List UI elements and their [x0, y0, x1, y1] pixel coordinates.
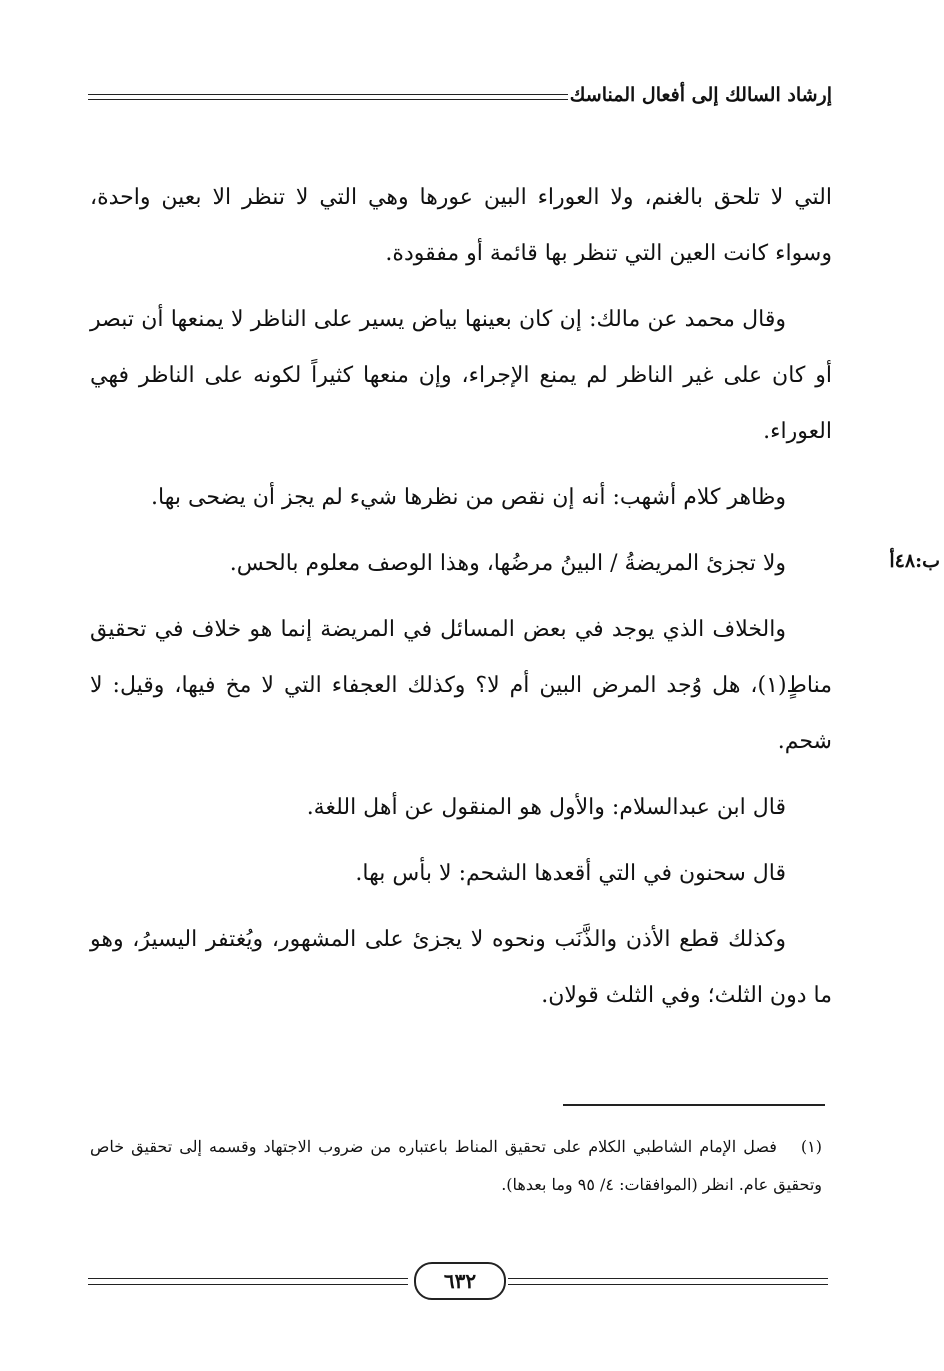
header-rule [88, 94, 568, 95]
header-title: إرشاد السالك إلى أفعال المناسك [569, 84, 832, 106]
footer-rule [508, 1284, 828, 1285]
footer-rule [508, 1278, 828, 1279]
footnote-text: فصل الإمام الشاطبي الكلام على تحقيق المناط باعتباره من ضروب الاجتهاد وقسمه إلى تحقيق خاص وتحقيق عام. انظر (الموافقات: ٤/ ٩٥ وما بعدها). [90, 1137, 822, 1194]
paragraph: وظاهر كلام أشهب: أنه إن نقص من نظرها شيء لم يجز أن يضحى بها. [151, 485, 786, 510]
page-footer [88, 1260, 828, 1310]
main-text [90, 170, 832, 1034]
paragraph: وقال محمد عن مالك: إن كان بعينها بياض يسير على الناظر لا يمنعها أن تبصر أو كان على غير الناظر لم يمنع الإجراء، وإن منعها كثيراً لكونه على الناظر فهي العوراء. [90, 307, 832, 444]
footer-rule [88, 1284, 408, 1285]
paragraph: وكذلك قطع الأذن والذَّنَب ونحوه لا يجزئ على المشهور، ويُغتفر اليسيرُ، وهو ما دون الثلث؛ وفي الثلث قولان. [90, 927, 832, 1008]
running-header [88, 84, 832, 118]
footer-rule [88, 1278, 408, 1279]
paragraph: قال سحنون في التي أقعدها الشحم: لا بأس بها. [355, 861, 786, 886]
paragraph: والخلاف الذي يوجد في بعض المسائل في المريضة إنما هو خلاف في تحقيق مناطٍ(١)، هل وُجد المرض البين أم لا؟ وكذلك العجفاء التي لا مخ فيها، وقيل: لا شحم. [90, 617, 832, 754]
footnote-separator [563, 1104, 825, 1106]
footnote-number: (١) [800, 1137, 822, 1156]
page-number: ٦٣٢ [414, 1262, 506, 1300]
footnote [90, 1128, 822, 1204]
manuscript-folio-note: ب:٤٨أ [889, 550, 940, 572]
paragraph: التي لا تلحق بالغنم، ولا العوراء البين عورها وهي التي لا تنظر الا بعين واحدة، وسواء كانت العين التي تنظر بها قائمة أو مفقودة. [90, 185, 832, 266]
paragraph: ولا تجزئ المريضةُ / البينُ مرضُها، وهذا الوصف معلوم بالحس. [229, 551, 786, 576]
header-rule [88, 99, 568, 100]
paragraph: قال ابن عبدالسلام: والأول هو المنقول عن أهل اللغة. [306, 795, 786, 820]
